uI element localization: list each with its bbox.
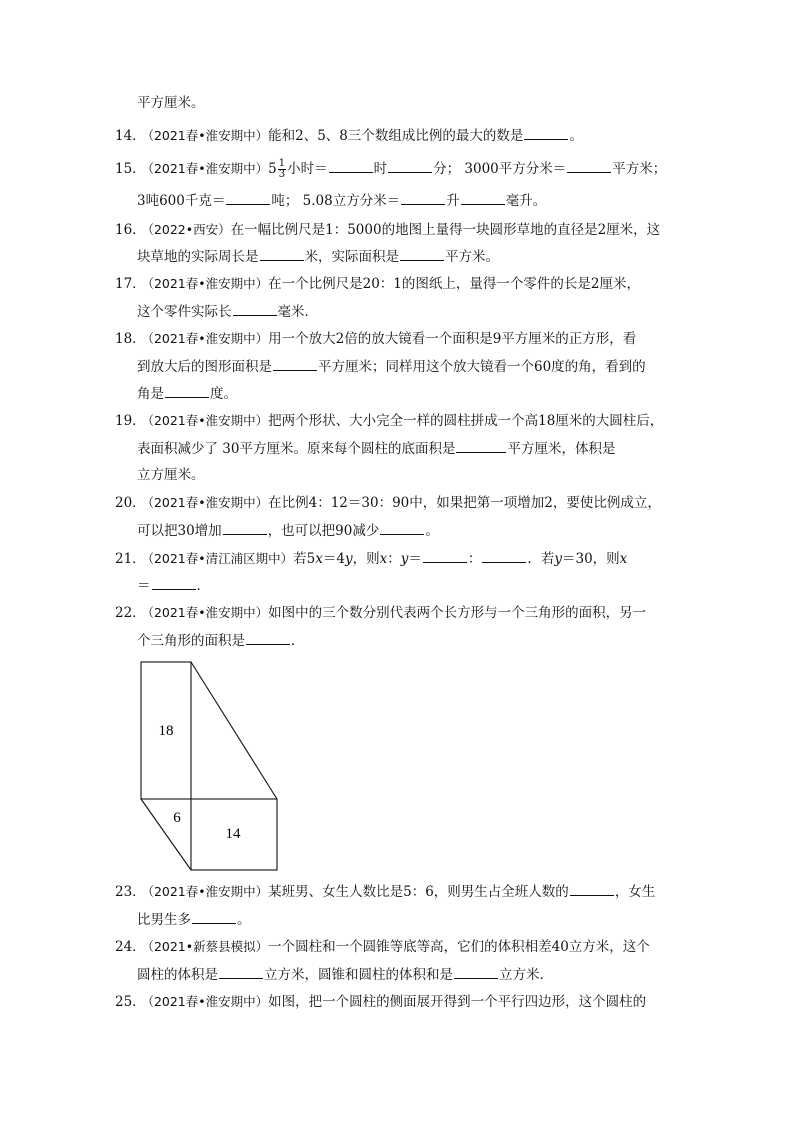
triangle-hypotenuse — [191, 662, 277, 799]
question-25: 25． （2021春•淮安期中）如图，把一个圆柱的侧面展开得到一个平行四边形，这个圆柱的 — [115, 994, 647, 1010]
answer-blank[interactable] — [454, 964, 498, 979]
answer-blank[interactable] — [570, 881, 614, 896]
question-19: 19． （2021春•淮安期中）把两个形状、大小完全一样的圆柱拼成一个高18厘米的大圆柱后， — [115, 413, 664, 429]
label-18: 18 — [158, 723, 174, 739]
question-19-line2: 表面积减少了 30平方厘米。原来每个圆柱的底面积是 平方厘米，体积是 — [137, 438, 615, 459]
question-23: 23． （2021春•淮安期中）某班男、女生人数比是5：6，则男生占全班人数的 ，女生 — [115, 881, 655, 902]
label-6: 6 — [173, 810, 181, 826]
fraction: $\frac{1}{3}$ — [278, 158, 286, 180]
answer-blank[interactable] — [192, 909, 236, 924]
question-14: 14． （2021春•淮安期中）能和2、5、8三个数组成比例的最大的数是 。 — [115, 125, 583, 146]
question-17-line2: 这个零件实际长 毫米． — [137, 301, 318, 322]
question-18: 18． （2021春•淮安期中）用一个放大2倍的放大镜看一个面积是9平方厘米的正方形，看 — [115, 331, 637, 347]
question-21: 21． （2021春•清江浦区期中）若5x＝4y，则x：y＝ ： ．若y＝30，则x — [115, 548, 627, 569]
question-24: 24． （2021•新蔡县模拟）一个圆柱和一个圆锥等底等高，它们的体积相差40立方米，这个 — [115, 939, 650, 955]
question-16-line2: 块草地的实际周长是 米，实际面积是 平方米。 — [137, 246, 499, 267]
triangle-6-edge — [141, 799, 191, 870]
answer-blank[interactable] — [219, 964, 263, 979]
question-16: 16． （2022•西安）在一幅比例尺是1：5000的地图上量得一块圆形草地的直径是2厘米，这 — [115, 222, 661, 238]
question-24-line2: 圆柱的体积是 立方米，圆锥和圆柱的体积和是 立方米． — [137, 964, 553, 985]
question-18-line2: 到放大后的图形面积是 平方厘米；同样用这个放大镜看一个60度的角，看到的 — [137, 356, 646, 377]
question-23-line2: 比男生多 。 — [137, 909, 251, 930]
question-17: 17． （2021春•淮安期中）在一个比例尺是20：1的图纸上，量得一个零件的长是2厘米， — [115, 276, 640, 292]
question-19-line3: 立方厘米。 — [137, 467, 205, 483]
question-15: 15． （2021春•淮安期中）5 $\frac{1}{3}$ 小时＝ 时 分； 3000平方分米＝ 平方米； — [115, 158, 667, 180]
label-14: 14 — [225, 826, 241, 842]
question-20: 20． （2021春•淮安期中）在比例4：12＝30：90中，如果把第一项增加2，要使比例成立， — [115, 495, 661, 511]
question-20-line2: 可以把30增加 ，也可以把90减少 。 — [137, 520, 439, 541]
question-22-line2: 个三角形的面积是 ． — [137, 630, 305, 651]
question-15-line2: 3吨600千克＝ 吨； 5.08立方分米＝ 升 毫升。 — [137, 190, 546, 211]
q13-tail: 平方厘米。 — [137, 95, 205, 111]
question-22: 22． （2021春•淮安期中）如图中的三个数分别代表两个长方形与一个三角形的面积，另一 — [115, 605, 647, 621]
question-18-line3: 角是 度。 — [137, 383, 237, 404]
question-21-line2: ＝ ． — [137, 575, 210, 596]
